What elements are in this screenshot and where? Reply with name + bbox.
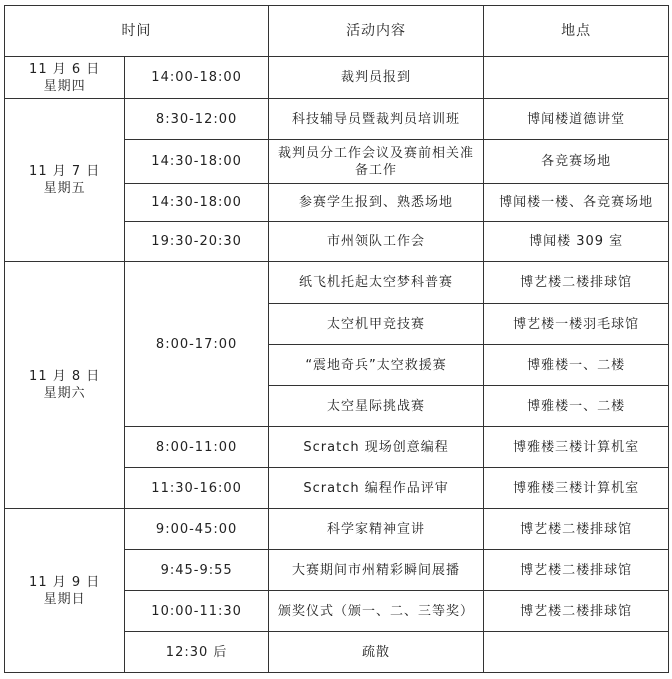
location-cell: 博艺楼二楼排球馆: [484, 550, 669, 591]
activity-cell: 市州领队工作会: [268, 222, 483, 262]
activity-cell: “震地奇兵”太空救援赛: [268, 345, 483, 386]
activity-cell: 裁判员报到: [268, 57, 483, 99]
weekday-label: 星期四: [43, 78, 86, 94]
table-row: [5, 262, 669, 304]
location-cell: 博雅楼三楼计算机室: [484, 468, 669, 509]
activity-cell: 疏散: [268, 632, 483, 673]
activity-cell: 太空星际挑战赛: [268, 386, 483, 427]
activity-cell: 太空机甲竞技赛: [268, 304, 483, 345]
activity-cell: 科学家精神宣讲: [268, 509, 483, 550]
time-cell: 12:30 后: [125, 632, 269, 673]
date-cell: [5, 57, 125, 99]
time-cell: 8:00-11:00: [125, 427, 269, 468]
activity-cell: 参赛学生报到、熟悉场地: [268, 184, 483, 222]
time-cell: 9:00-45:00: [125, 509, 269, 550]
location-cell: [484, 632, 669, 673]
activity-cell: 纸飞机托起太空梦科普赛: [268, 262, 483, 304]
location-cell: 博艺楼二楼排球馆: [484, 591, 669, 632]
date-cell: [5, 262, 125, 509]
weekday-label: 星期六: [43, 386, 86, 401]
location-cell: 博雅楼三楼计算机室: [484, 427, 669, 468]
date-label: 11 月 9 日: [29, 574, 101, 590]
location-cell: 博艺楼二楼排球馆: [484, 262, 669, 304]
header-location: 地点: [484, 6, 669, 57]
date-label: 11 月 7 日: [29, 164, 101, 179]
location-cell: 博艺楼二楼排球馆: [484, 509, 669, 550]
activity-cell: 颁奖仪式（颁一、二、三等奖）: [268, 591, 483, 632]
location-cell: 博雅楼一、二楼: [484, 345, 669, 386]
header-activity: 活动内容: [268, 6, 483, 57]
location-cell: 各竞赛场地: [484, 140, 669, 184]
time-cell: 14:00-18:00: [125, 57, 269, 99]
date-label: 11 月 8 日: [29, 369, 101, 384]
date-label: 11 月 6 日: [29, 61, 101, 77]
table-row: [5, 57, 669, 99]
schedule-table: [4, 5, 669, 673]
table-row: [5, 509, 669, 550]
weekday-label: 星期五: [43, 181, 86, 196]
time-cell: 14:30-18:00: [125, 140, 269, 184]
time-cell: 8:30-12:00: [125, 99, 269, 140]
time-cell: 9:45-9:55: [125, 550, 269, 591]
time-cell: 19:30-20:30: [125, 222, 269, 262]
activity-cell: 科技辅导员暨裁判员培训班: [268, 99, 483, 140]
location-cell: 博雅楼一、二楼: [484, 386, 669, 427]
activity-cell: 大赛期间市州精彩瞬间展播: [268, 550, 483, 591]
date-cell: [5, 99, 125, 262]
location-cell: 博闻楼一楼、各竞赛场地: [484, 184, 669, 222]
location-cell: 博艺楼一楼羽毛球馆: [484, 304, 669, 345]
activity-cell: 裁判员分工作会议及赛前相关准备工作: [268, 140, 483, 184]
time-cell: 8:00-17:00: [125, 262, 269, 427]
time-cell: 11:30-16:00: [125, 468, 269, 509]
table-row: [5, 99, 669, 140]
location-cell: [484, 57, 669, 99]
header-time: 时间: [5, 6, 269, 57]
activity-cell: Scratch 现场创意编程: [268, 427, 483, 468]
time-cell: 14:30-18:00: [125, 184, 269, 222]
location-cell: 博闻楼道德讲堂: [484, 99, 669, 140]
activity-cell: Scratch 编程作品评审: [268, 468, 483, 509]
header-row: [5, 6, 669, 57]
location-cell: 博闻楼 309 室: [484, 222, 669, 262]
weekday-label: 星期日: [43, 591, 86, 607]
date-cell: [5, 509, 125, 673]
time-cell: 10:00-11:30: [125, 591, 269, 632]
